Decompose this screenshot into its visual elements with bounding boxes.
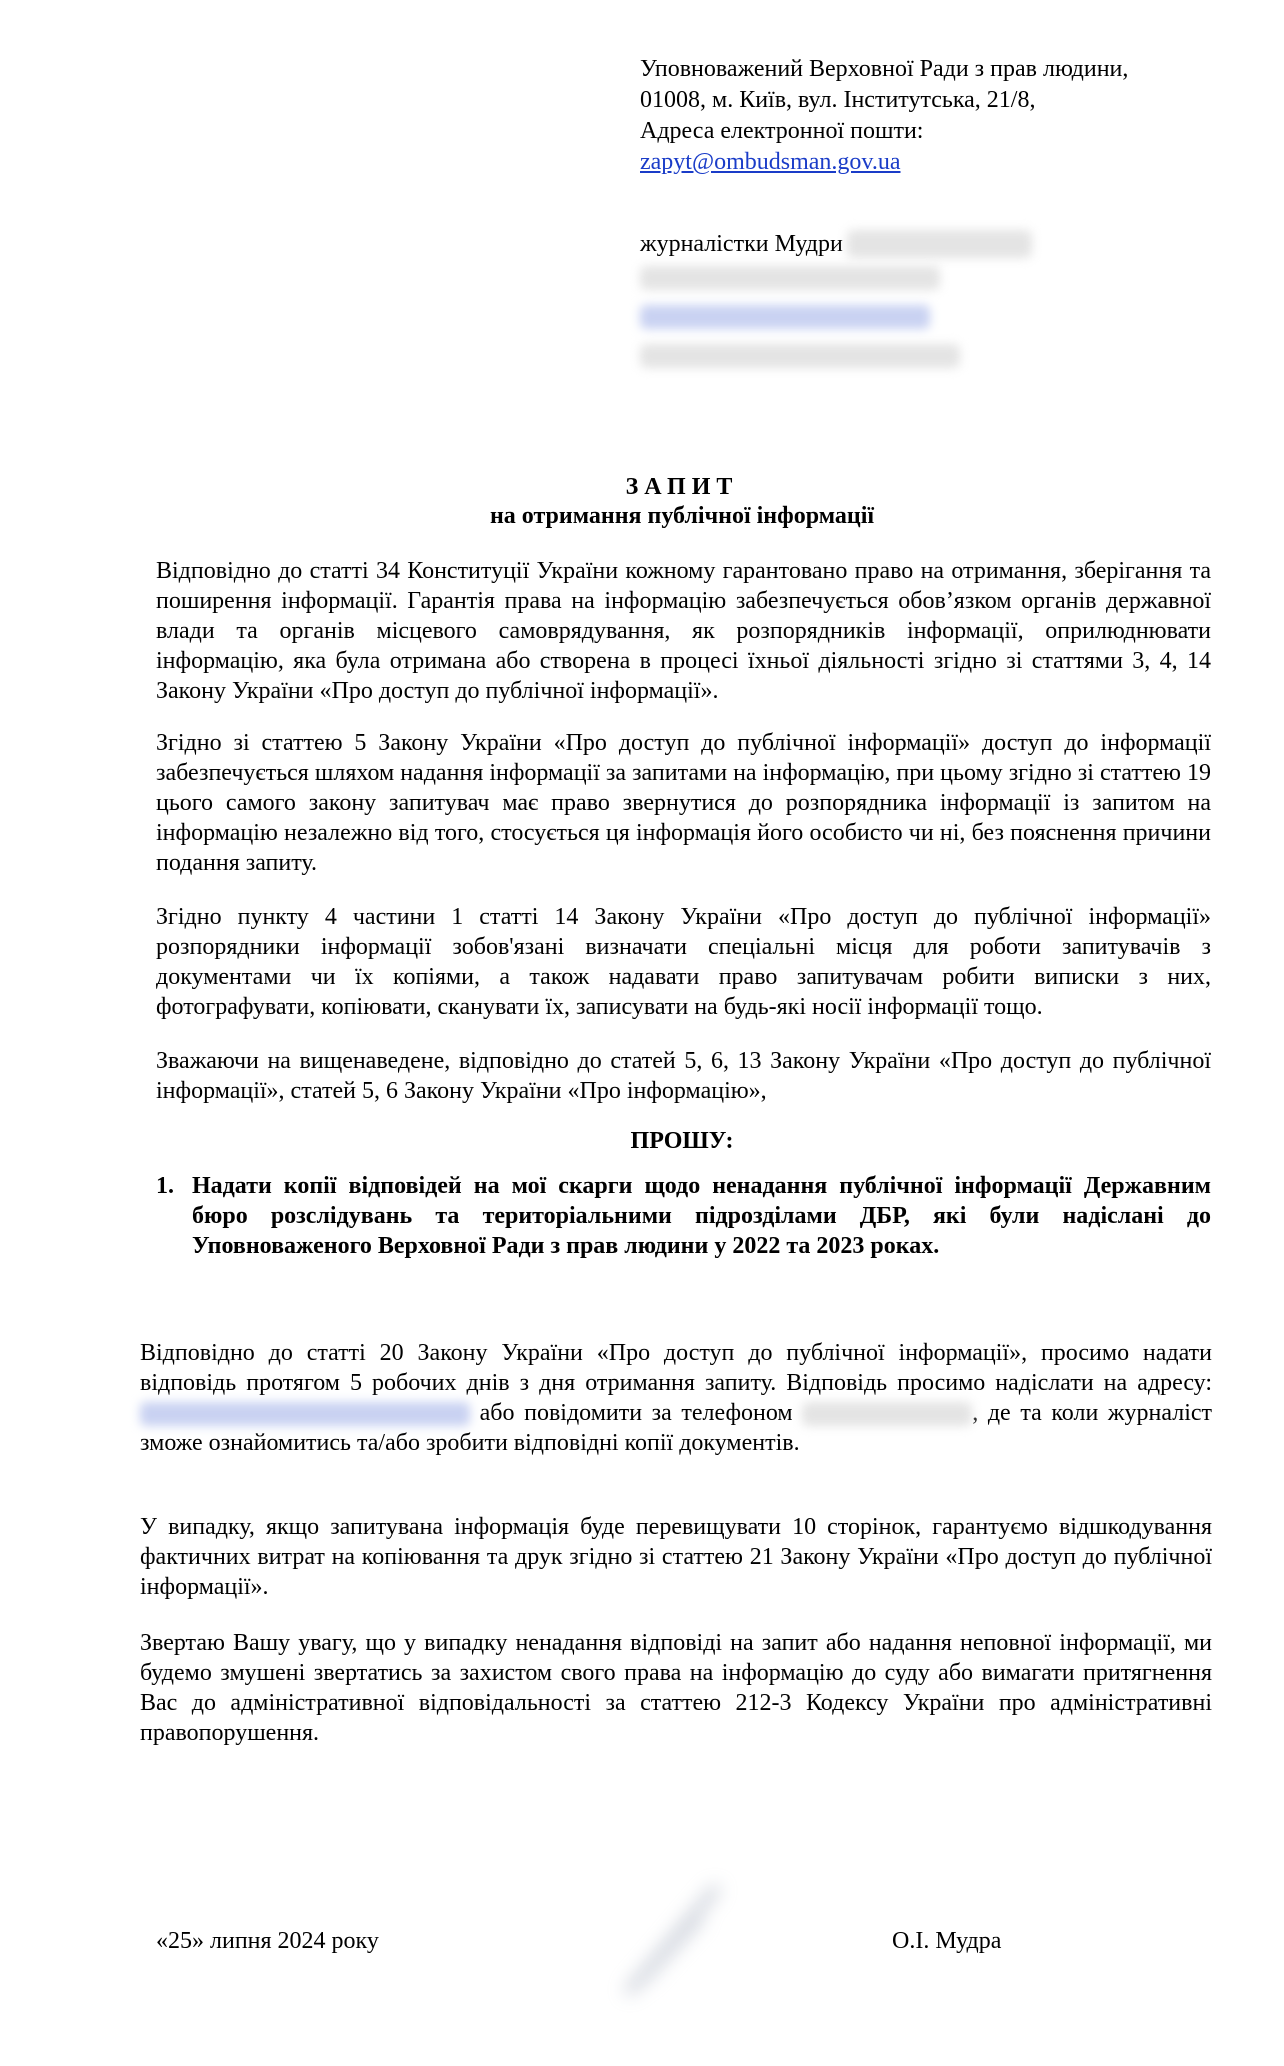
- request-heading: ПРОШУ:: [630, 1128, 734, 1154]
- request-item-text: Надати копії відповідей на мої скарги щодо ненадання публічної інформації Державним бюро розслідувань та територіальними підрозділами ДБР, які були надіслані до Уповноваженого Верховної Ради з прав людини у 2022 та 2023 роках.: [192, 1173, 1211, 1259]
- paragraph-7: Звертаю Вашу увагу, що у випадку ненадання відповіді на запит або надання неповної інформації, ми будемо змушені звертатись за захистом свого права на інформацію до суду або вимагати притягнення Вас до адміністративної відповідальності за статтею 212-3 Кодексу України про адміністративні правопорушення.: [140, 1630, 1212, 1746]
- paragraph-5-part-c: , де та коли журналіст зможе ознайомитись та/або зробити відповідні копії документів.: [140, 1400, 1213, 1456]
- recipient-name: Уповноважений Верховної Ради з прав людини,: [640, 56, 1129, 82]
- paragraph-2: Згідно зі статтею 5 Закону України «Про доступ до публічної інформації» доступ до інформації забезпечується шляхом надання інформації за запитами на інформацію, при цьому згідно зі статтею 19 цього самого закону запитувач має право звернутися до розпорядника інформації із запитом на інформацію незалежно від того, стосується ця інформація його особисто чи ні, без пояснення причини подання запиту.: [156, 730, 1211, 876]
- redacted-sender-email: [640, 305, 930, 329]
- document-date: «25» липня 2024 року: [156, 1928, 379, 1954]
- document-title: ЗАПИТ: [625, 474, 739, 500]
- recipient-email-link[interactable]: zapyt@ombudsman.gov.ua: [640, 149, 901, 175]
- paragraph-5-part-b: або повідомити за телефоном: [479, 1400, 793, 1426]
- document-subtitle: на отримання публічної інформації: [489, 503, 875, 529]
- redacted-response-email: [140, 1402, 470, 1426]
- redacted-sender-surname: [847, 230, 1032, 258]
- redacted-sender-phone: [640, 344, 960, 368]
- recipient-address: 01008, м. Київ, вул. Інститутська, 21/8,: [640, 87, 1036, 113]
- redacted-sender-address: [640, 266, 940, 290]
- paragraph-6: У випадку, якщо запитувана інформація буде перевищувати 10 сторінок, гарантуємо відшкодування фактичних витрат на копіювання та друк згідно зі статтею 21 Закону України «Про доступ до публічної інформації».: [140, 1514, 1212, 1600]
- recipient-email-label: Адреса електронної пошти:: [640, 118, 924, 144]
- request-item-1: [156, 1171, 1211, 1261]
- redacted-signature: [620, 1880, 730, 2000]
- redacted-phone-number: [802, 1402, 972, 1426]
- sender-block: [640, 228, 1032, 377]
- signer-name: О.І. Мудра: [892, 1928, 1002, 1954]
- recipient-block: [640, 54, 1128, 178]
- sender-name-prefix: журналістки Мудри: [640, 231, 843, 257]
- paragraph-3: Згідно пункту 4 частини 1 статті 14 Закону України «Про доступ до публічної інформації» розпорядники інформації зобов'язані визначати спеціальні місця для роботи запитувачів з документами чи їх копіями, а також надавати право запитувачам робити виписки з них, фотографувати, копіювати, сканувати їх, записувати на будь-які носії інформації тощо.: [156, 904, 1211, 1020]
- paragraph-5: [140, 1338, 1212, 1458]
- paragraph-4: Зважаючи на вищенаведене, відповідно до статей 5, 6, 13 Закону України «Про доступ до публічної інформації», статей 5, 6 Закону України «Про інформацію»,: [156, 1048, 1211, 1104]
- paragraph-5-part-a: Відповідно до статті 20 Закону України «Про доступ до публічної інформації», просимо надати відповідь протягом 5 робочих днів з дня отримання запиту. Відповідь просимо надіслати на адресу:: [140, 1340, 1212, 1396]
- paragraph-1: Відповідно до статті 34 Конституції України кожному гарантовано право на отримання, зберігання та поширення інформації. Гарантія права на інформацію забезпечується обов’язком органів державної влади та органів місцевого самоврядування, як розпорядників інформації, оприлюднювати інформацію, яка була отримана або створена в процесі їхньої діяльності згідно зі статтями 3, 4, 14 Закону України «Про доступ до публічної інформації».: [156, 558, 1211, 704]
- request-item-number: 1.: [156, 1173, 174, 1199]
